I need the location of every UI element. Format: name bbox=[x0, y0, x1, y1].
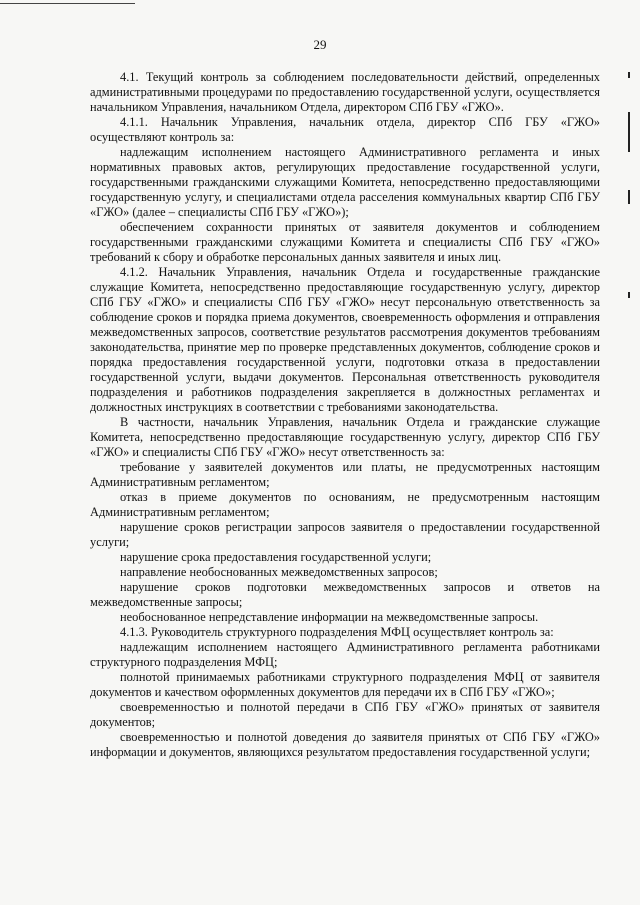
header-rule bbox=[0, 3, 135, 4]
document-body bbox=[90, 70, 600, 760]
paragraph: надлежащим исполнением настоящего Административного регламента работниками структурного подразделения МФЦ; bbox=[90, 640, 600, 669]
paragraph: отказ в приеме документов по основаниям, не предусмотренным настоящим Административным регламентом; bbox=[90, 490, 600, 519]
scan-margin-marks bbox=[628, 0, 638, 905]
paragraph-4-1-2: 4.1.2. Начальник Управления, начальник Отдела и государственные гражданские служащие Комитета, непосредственно предоставляющие государственную услугу, директор СПб ГБУ «ГЖО» и специалисты СПб ГБУ «ГЖО» несут персональную ответственность за соблюдение сроков и порядка приема документов, своевременность оформления и отправления межведомственных запросов, соответствие результатов рассмотрения документов требованиям законодательства, принятие мер по проверке представленных документов, соблюдение сроков и порядка предоставления государственной услуги, подготовки отказа в предоставлении государственной услуги, выдачи документов. Персональная ответственность руководителя подразделения и работников подразделения закрепляется в должностных регламентах и должностных инструкциях в соответствии с требованиями законодательства. bbox=[90, 265, 600, 414]
paragraph-4-1-1: 4.1.1. Начальник Управления, начальник отдела, директор СПб ГБУ «ГЖО» осуществляют контроль за: bbox=[90, 115, 600, 144]
paragraph: обеспечением сохранности принятых от заявителя документов и соблюдением государственными гражданскими служащими Комитета и специалисты СПб ГБУ «ГЖО» требований к сбору и обработке персональных данных заявителя и иных лиц. bbox=[90, 220, 600, 264]
paragraph: нарушение сроков подготовки межведомственных запросов и ответов на межведомственные запросы; bbox=[90, 580, 600, 609]
page-number: 29 bbox=[313, 37, 327, 52]
paragraph: В частности, начальник Управления, начальник Отдела и гражданские служащие Комитета, непосредственно предоставляющие государственную услугу, директор СПб ГБУ «ГЖО» и специалисты СПб ГБУ «ГЖО» несут ответственность за: bbox=[90, 415, 600, 459]
paragraph: своевременностью и полнотой доведения до заявителя принятых от СПб ГБУ «ГЖО» информации и документов, являющихся результатом предоставления государственной услуги; bbox=[90, 730, 600, 759]
paragraph: полнотой принимаемых работниками структурного подразделения МФЦ от заявителя документов и качеством оформленных документов для передачи их в СПб ГБУ «ГЖО»; bbox=[90, 670, 600, 699]
paragraph-4-1: 4.1. Текущий контроль за соблюдением последовательности действий, определенных административными процедурами по предоставлению государственной услуги, осуществляется начальником Управления, начальником Отдела, директором СПб ГБУ «ГЖО». bbox=[90, 70, 600, 114]
paragraph: необоснованное непредставление информации на межведомственные запросы. bbox=[120, 610, 539, 624]
paragraph: нарушение срока предоставления государственной услуги; bbox=[120, 550, 432, 564]
paragraph: нарушение сроков регистрации запросов заявителя о предоставлении государственной услуги; bbox=[90, 520, 600, 549]
paragraph-4-1-3: 4.1.3. Руководитель структурного подразделения МФЦ осуществляет контроль за: bbox=[120, 625, 554, 639]
paragraph: направление необоснованных межведомственных запросов; bbox=[120, 565, 438, 579]
paragraph: требование у заявителей документов или платы, не предусмотренных настоящим Административным регламентом; bbox=[90, 460, 600, 489]
paragraph: своевременностью и полнотой передачи в СПб ГБУ «ГЖО» принятых от заявителя документов; bbox=[90, 700, 600, 729]
paragraph: надлежащим исполнением настоящего Административного регламента и иных нормативных правовых актов, регулирующих предоставление государственной услуги, государственными гражданскими служащими Комитета, непосредственно предоставляющими государственную услугу, и специалистами отдела расселения коммунальных квартир СПб ГБУ «ГЖО» (далее – специалисты СПб ГБУ «ГЖО»); bbox=[90, 145, 600, 219]
